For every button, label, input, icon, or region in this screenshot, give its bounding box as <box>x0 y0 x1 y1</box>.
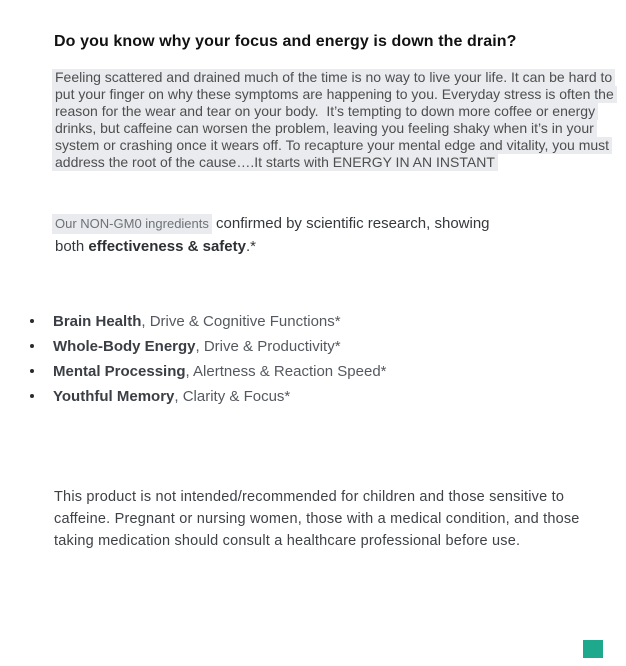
benefit-name: Brain Health <box>53 313 142 330</box>
research-claim-line <box>55 235 490 258</box>
paragraph-line <box>52 154 617 171</box>
benefits-list <box>30 309 387 409</box>
highlighted-text: put your finger on why these symptoms are happening to you. Everyday stress is often the <box>52 86 617 103</box>
research-claim-text: .* <box>245 238 256 255</box>
intro-paragraph <box>52 69 617 171</box>
page-title: Do you know why your focus and energy is down the drain? <box>54 33 517 50</box>
highlighted-phrase: Our NON-GM0 ingredients <box>52 214 212 234</box>
benefit-detail: , Drive & Productivity* <box>195 338 341 355</box>
bullet-icon <box>30 394 34 398</box>
benefit-name: Mental Processing <box>53 363 186 380</box>
benefit-detail: , Clarity & Focus* <box>174 388 291 405</box>
research-claim-line <box>52 212 490 235</box>
paragraph-line <box>52 120 617 137</box>
highlighted-text: address the root of the cause….It starts with ENERGY IN AN INSTANT <box>52 154 498 171</box>
benefit-detail: , Alertness & Reaction Speed* <box>185 363 387 380</box>
paragraph-line <box>52 86 617 103</box>
list-item <box>30 359 387 384</box>
accent-square <box>583 640 603 658</box>
highlighted-text: reason for the wear and tear on your body. It’s tempting to down more coffee or energy <box>52 103 598 120</box>
benefit-name: Youthful Memory <box>53 388 175 405</box>
disclaimer-paragraph <box>54 486 580 552</box>
highlighted-text: drinks, but caffeine can worsen the problem, leaving you feeling shaky when it’s in your <box>52 120 597 137</box>
highlighted-text: system or crashing once it wears off. To recapture your mental edge and vitality, you must <box>52 137 612 154</box>
benefit-detail: , Drive & Cognitive Functions* <box>141 313 341 330</box>
highlighted-text: Feeling scattered and drained much of the time is no way to live your life. It can be hard to <box>52 69 615 86</box>
bullet-icon <box>30 369 34 373</box>
bullet-icon <box>30 319 34 323</box>
disclaimer-line: taking medication should consult a healthcare professional before use. <box>54 533 521 549</box>
list-item <box>30 334 387 359</box>
research-claim <box>52 212 490 258</box>
list-item <box>30 384 387 409</box>
list-item <box>30 309 387 334</box>
paragraph-line <box>52 137 617 154</box>
paragraph-line <box>52 103 617 120</box>
research-claim-text: confirmed by scientific research, showing <box>211 215 490 232</box>
paragraph-line <box>52 69 617 86</box>
disclaimer-line: This product is not intended/recommended for children and those sensitive to <box>54 489 565 505</box>
research-claim-text: both <box>55 238 89 255</box>
disclaimer-line: caffeine. Pregnant or nursing women, those with a medical condition, and those <box>54 511 580 527</box>
research-claim-bold: effectiveness & safety <box>88 238 246 255</box>
bullet-icon <box>30 344 34 348</box>
benefit-name: Whole-Body Energy <box>53 338 196 355</box>
